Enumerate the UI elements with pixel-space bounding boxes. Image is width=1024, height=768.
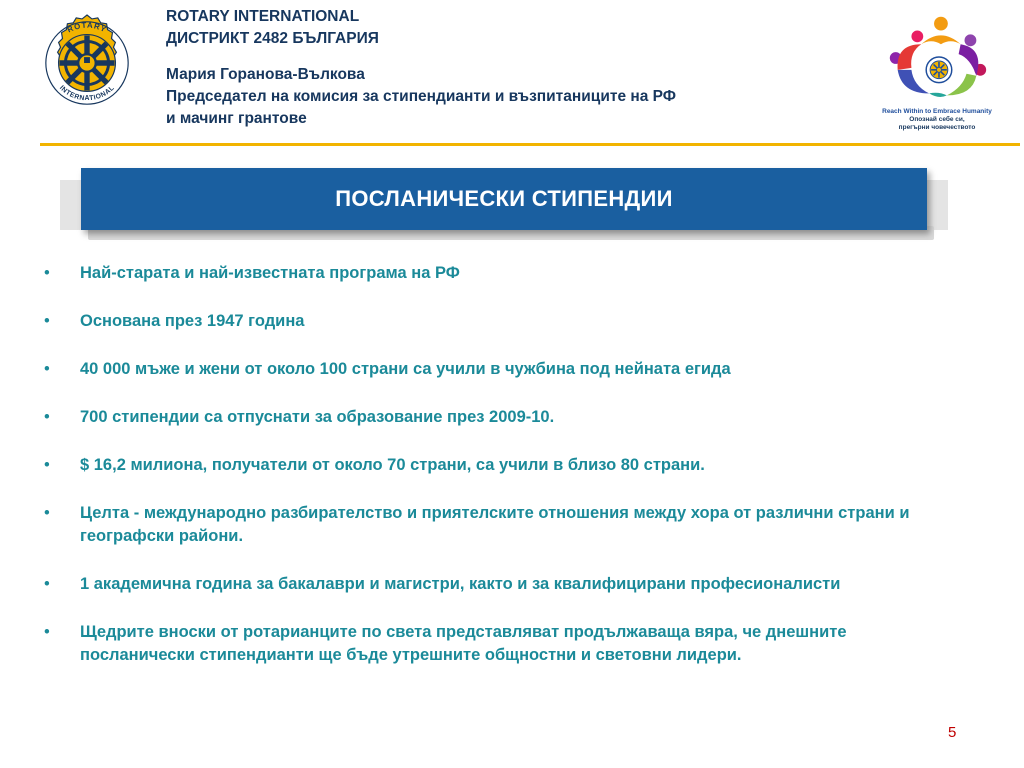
bullet-list <box>44 262 964 692</box>
bullet-marker: • <box>44 575 50 593</box>
bullet-text: 700 стипендии са отпуснати за образование през 2009-10. <box>80 408 555 426</box>
person-role-line1: Председател на комисия за стипендианти и възпитаниците на РФ <box>166 88 677 105</box>
bullet-marker: • <box>44 360 50 378</box>
bullet-text: 1 академична година за бакалаври и магистри, както и за квалифицирани професионалисти <box>80 575 841 593</box>
bullet-marker: • <box>44 623 50 641</box>
bullet-text: Най-старата и най-известната програма на РФ <box>80 264 460 282</box>
slide-title: ПОСЛАНИЧЕСКИ СТИПЕНДИИ <box>81 168 927 230</box>
org-name: ROTARY INTERNATIONAL <box>166 8 360 25</box>
bullet-marker: • <box>44 264 50 282</box>
logo-caption-bg-line2: прегърни човечеството <box>898 124 976 131</box>
list-item <box>44 573 964 596</box>
list-item <box>44 262 964 285</box>
bullet-marker: • <box>44 504 50 522</box>
banner-decoration-left <box>60 180 82 230</box>
bullet-marker: • <box>44 312 50 330</box>
bullet-text: $ 16,2 милиона, получатели от около 70 страни, са учили в близо 80 страни. <box>80 456 705 474</box>
list-item <box>44 502 964 548</box>
header-divider <box>40 143 1020 146</box>
rotary-ring-text-top: ROTARY <box>65 20 109 35</box>
reach-within-embrace-humanity-icon <box>878 14 996 104</box>
bullet-marker: • <box>44 408 50 426</box>
logo-caption-english: Reach Within to Embrace Humanity <box>882 108 992 115</box>
rotary-ring-text-bottom: INTERNATIONAL <box>57 84 117 103</box>
district-name: ДИСТРИКТ 2482 БЪЛГАРИЯ <box>166 30 379 47</box>
bullet-text: Целта - международно разбирателство и приятелските отношения между хора от различни страни и географски райони. <box>80 504 910 545</box>
list-item <box>44 358 964 381</box>
bullet-text: Щедрите вноски от ротарианците по света представляват продължаваща вяра, че днешните посланически стипендианти ще бъде утрешните общностни и световни лидери. <box>80 623 847 664</box>
page-number: 5 <box>948 724 957 741</box>
rotary-wheel-icon <box>38 14 136 112</box>
person-role-line2: и мачинг грантове <box>166 110 307 127</box>
bullet-marker: • <box>44 456 50 474</box>
bullet-text: 40 000 мъже и жени от около 100 страни са учили в чужбина под нейната егида <box>80 360 731 378</box>
list-item <box>44 406 964 429</box>
bullet-text: Основана през 1947 година <box>80 312 305 330</box>
list-item <box>44 310 964 333</box>
banner-decoration-right <box>926 180 948 230</box>
list-item <box>44 454 964 477</box>
logo-right-caption <box>872 108 1002 132</box>
list-item <box>44 621 964 667</box>
header <box>166 6 806 130</box>
person-name: Мария Горанова-Вълкова <box>166 66 365 83</box>
logo-caption-bg-line1: Опознай себе си, <box>909 116 965 123</box>
